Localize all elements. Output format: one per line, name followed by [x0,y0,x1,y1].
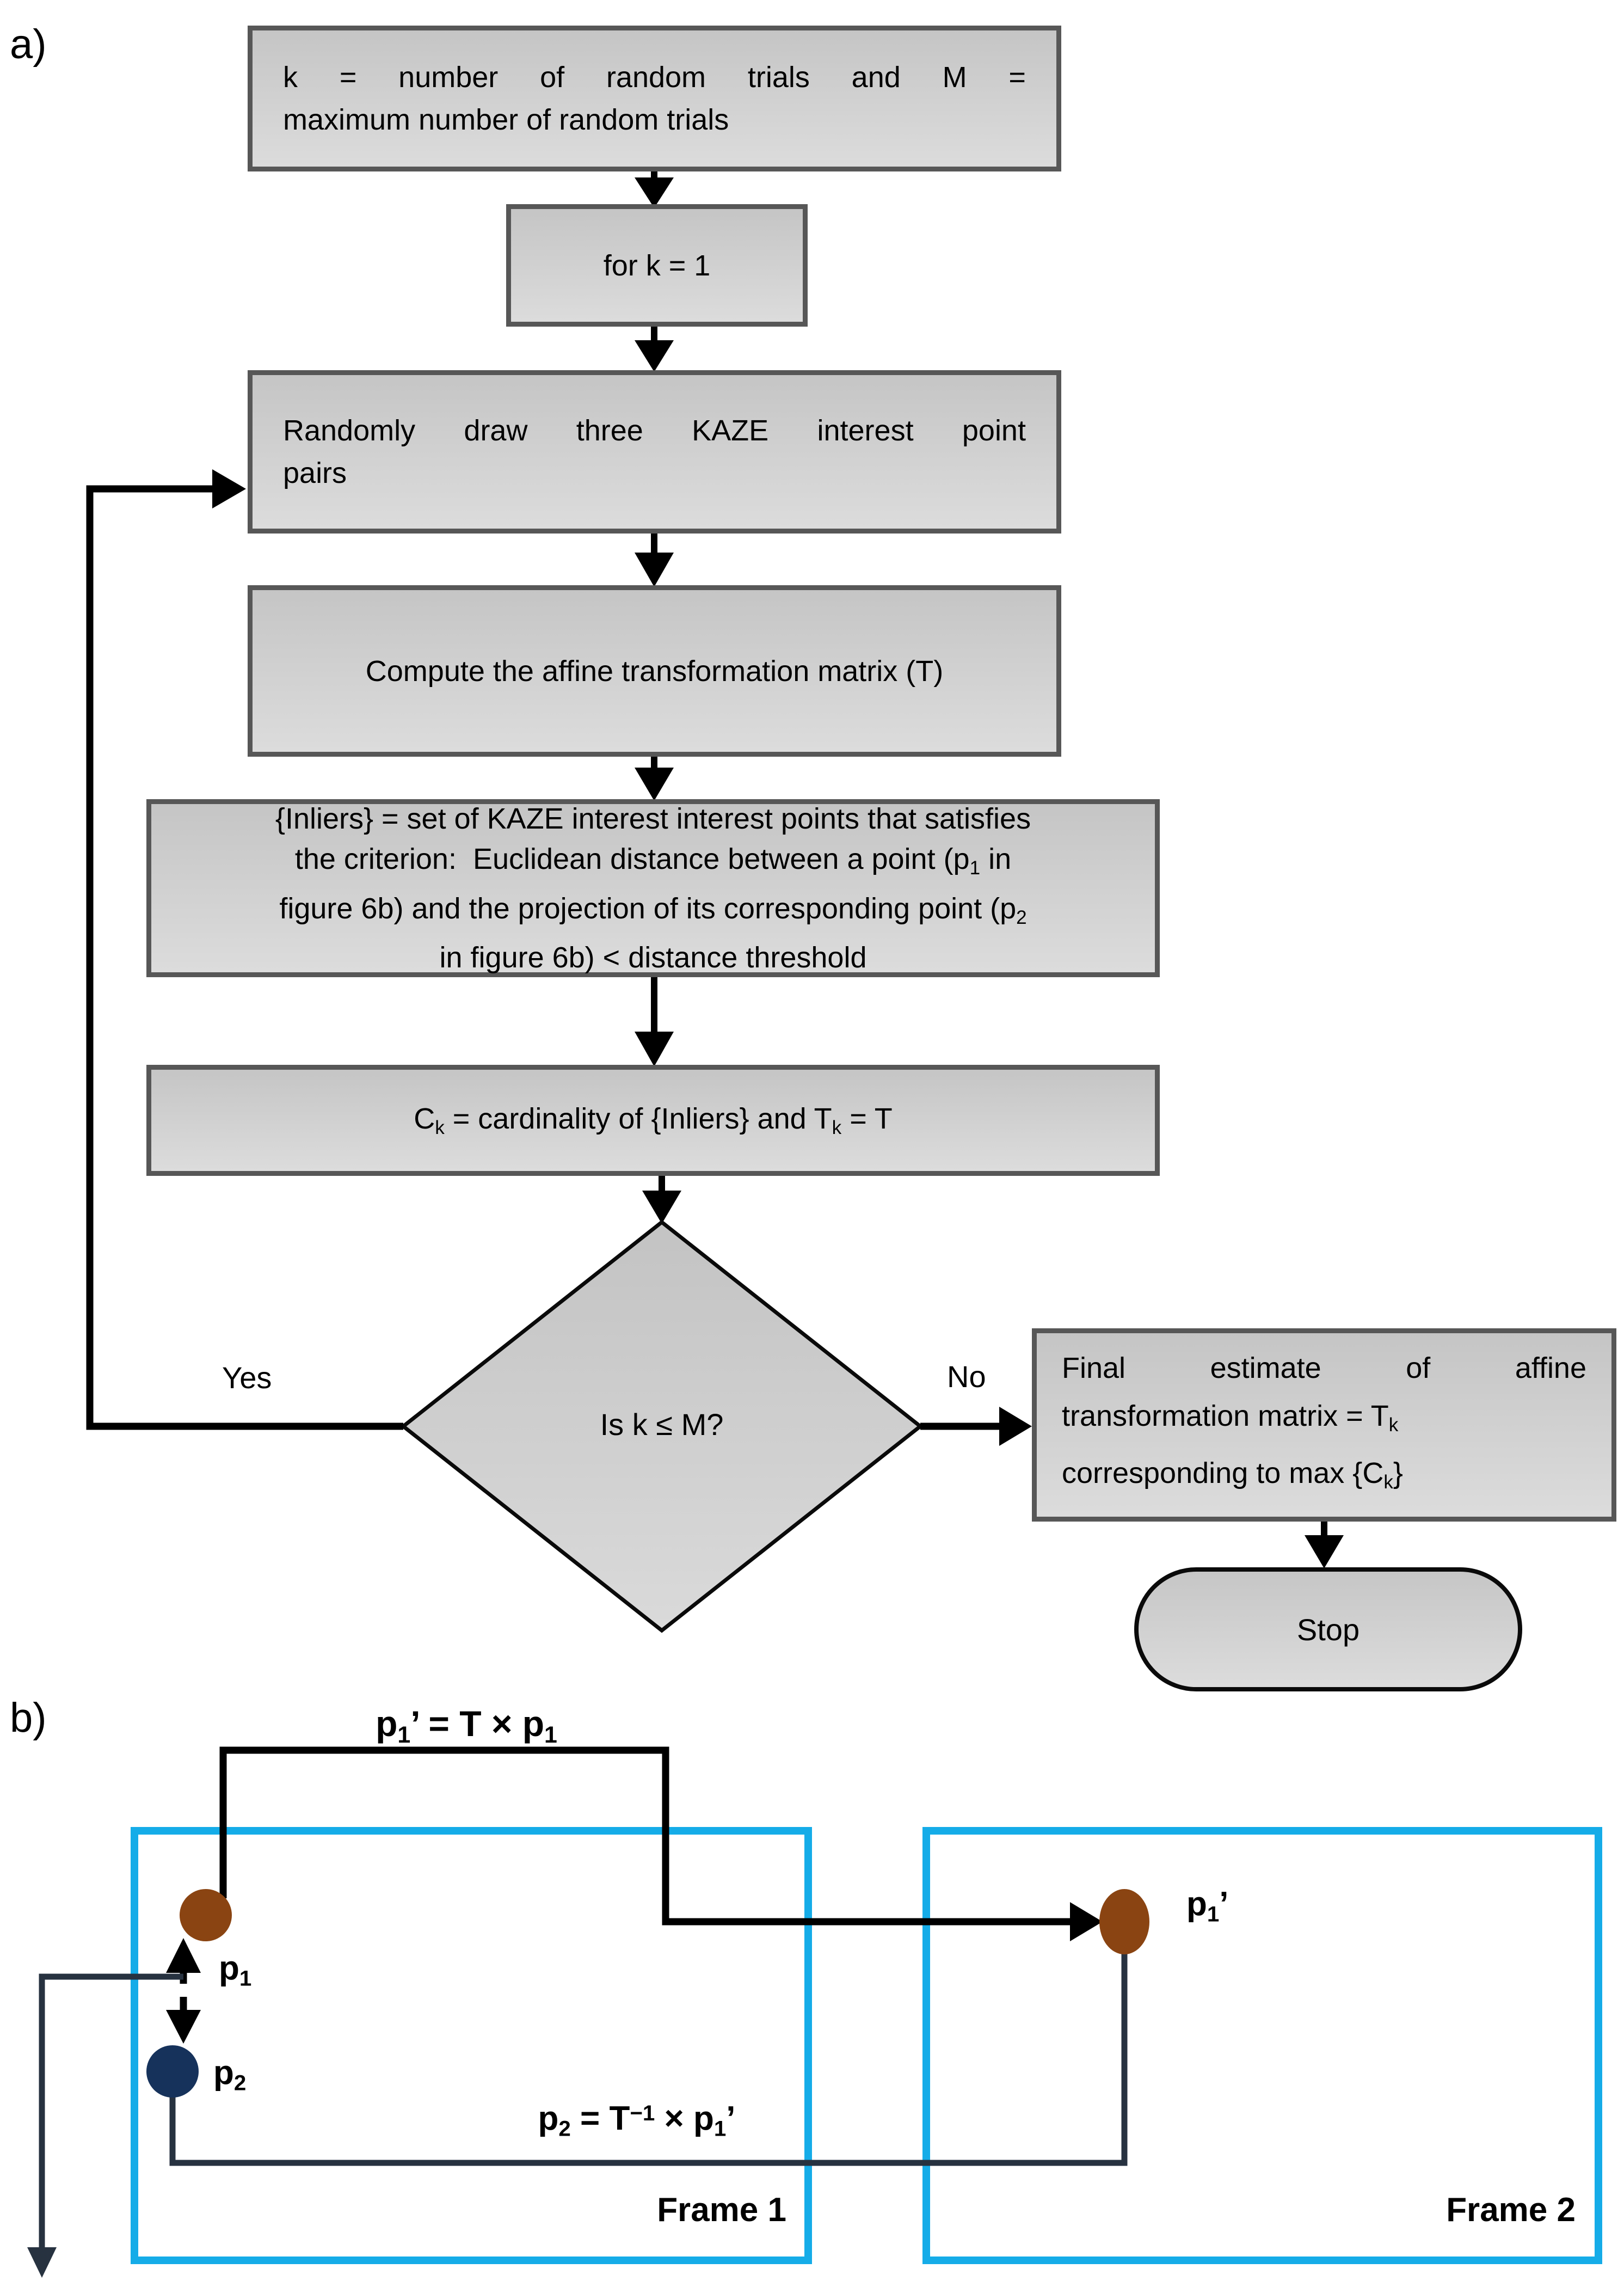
box-for-k-label: for k = 1 [603,249,711,282]
arrowhead-transform-path [1070,1902,1103,1941]
arrowhead-yes-loop [212,469,246,508]
panel-b-label: b) [10,1695,47,1741]
point-p2-dot [146,2045,199,2098]
arrowhead-dashed-down [166,2010,201,2044]
box-inliers-line3: figure 6b) and the projection of its corresponding point ($p_2$ [279,892,1027,928]
decision-label: Is k ≤ M? [600,1407,724,1442]
frame1-label: Frame 1 [657,2191,786,2229]
arrowhead-final-stop [1305,1535,1344,1568]
point-p2-label: $p_2$ [213,2054,247,2095]
panel-a-label: a) [10,21,47,68]
box-compute-t [248,585,1061,757]
box-init-line1: k = number of random trials and M = [283,61,1026,94]
formula-forward: $p_1$’ = $T \times p_1$ [376,1703,557,1748]
box-final-line3: corresponding to $\max \{C_k\}$ [1062,1456,1403,1493]
yes-label: Yes [222,1360,272,1395]
no-label: No [947,1359,986,1394]
box-cardinality-label: $C_k$ = cardinality of {Inliers} and $T_k = T$ [414,1102,893,1138]
box-inliers-line4: in figure 6b) < distance threshold [439,941,867,974]
box-compute-t-label: Compute the affine transformation matrix (T) [365,654,944,688]
point-p1-label: $p_1$ [219,1949,252,1991]
point-p1-prime-label: $p_1$’ [1186,1885,1229,1927]
frame2-label: Frame 2 [1446,2191,1576,2229]
box-inliers-line2: the criterion: Euclidean distance between a point ($p_1$ in [294,842,1012,879]
formula-inverse: $p_2 = T^{-1} \times p_1$’ [538,2100,736,2141]
box-final-estimate [1032,1328,1616,1522]
box-cardinality [146,1065,1160,1176]
transform-path-line [223,1750,1070,1922]
arrowhead-box6-decision [642,1191,681,1224]
point-p1-dot [180,1889,232,1941]
box-draw-pairs-line1: Randomly draw three KAZE interest point [283,414,1026,447]
stop-label: Stop [1296,1612,1360,1647]
arrowhead-dashed-up [166,1938,201,1973]
arrowhead-box2-box3 [635,340,674,372]
box-for-k [506,204,808,327]
box-draw-pairs-line2: pairs [283,457,347,489]
arrowhead-exit-down [27,2247,57,2278]
exit-line [42,1977,183,2247]
point-p1-prime-dot [1099,1889,1149,1954]
arrowhead-no-branch [999,1407,1032,1446]
arrowhead-box1-box2 [635,177,674,208]
box-draw-pairs [248,370,1061,534]
box-final-line1: Final estimate of affine [1062,1351,1586,1384]
arrowhead-box3-box4 [635,553,674,587]
box-inliers [146,799,1160,977]
arrowhead-box4-box5 [635,768,674,801]
stop-node [1134,1567,1522,1691]
box-init-line2: maximum number of random trials [283,103,729,136]
box-init [248,26,1061,171]
arrowhead-box5-box6 [635,1032,674,1066]
box-final-line2: transformation matrix = $T_k$ [1062,1399,1399,1436]
box-inliers-line1: {Inliers} = set of KAZE interest interest points that satisfies [275,802,1031,835]
